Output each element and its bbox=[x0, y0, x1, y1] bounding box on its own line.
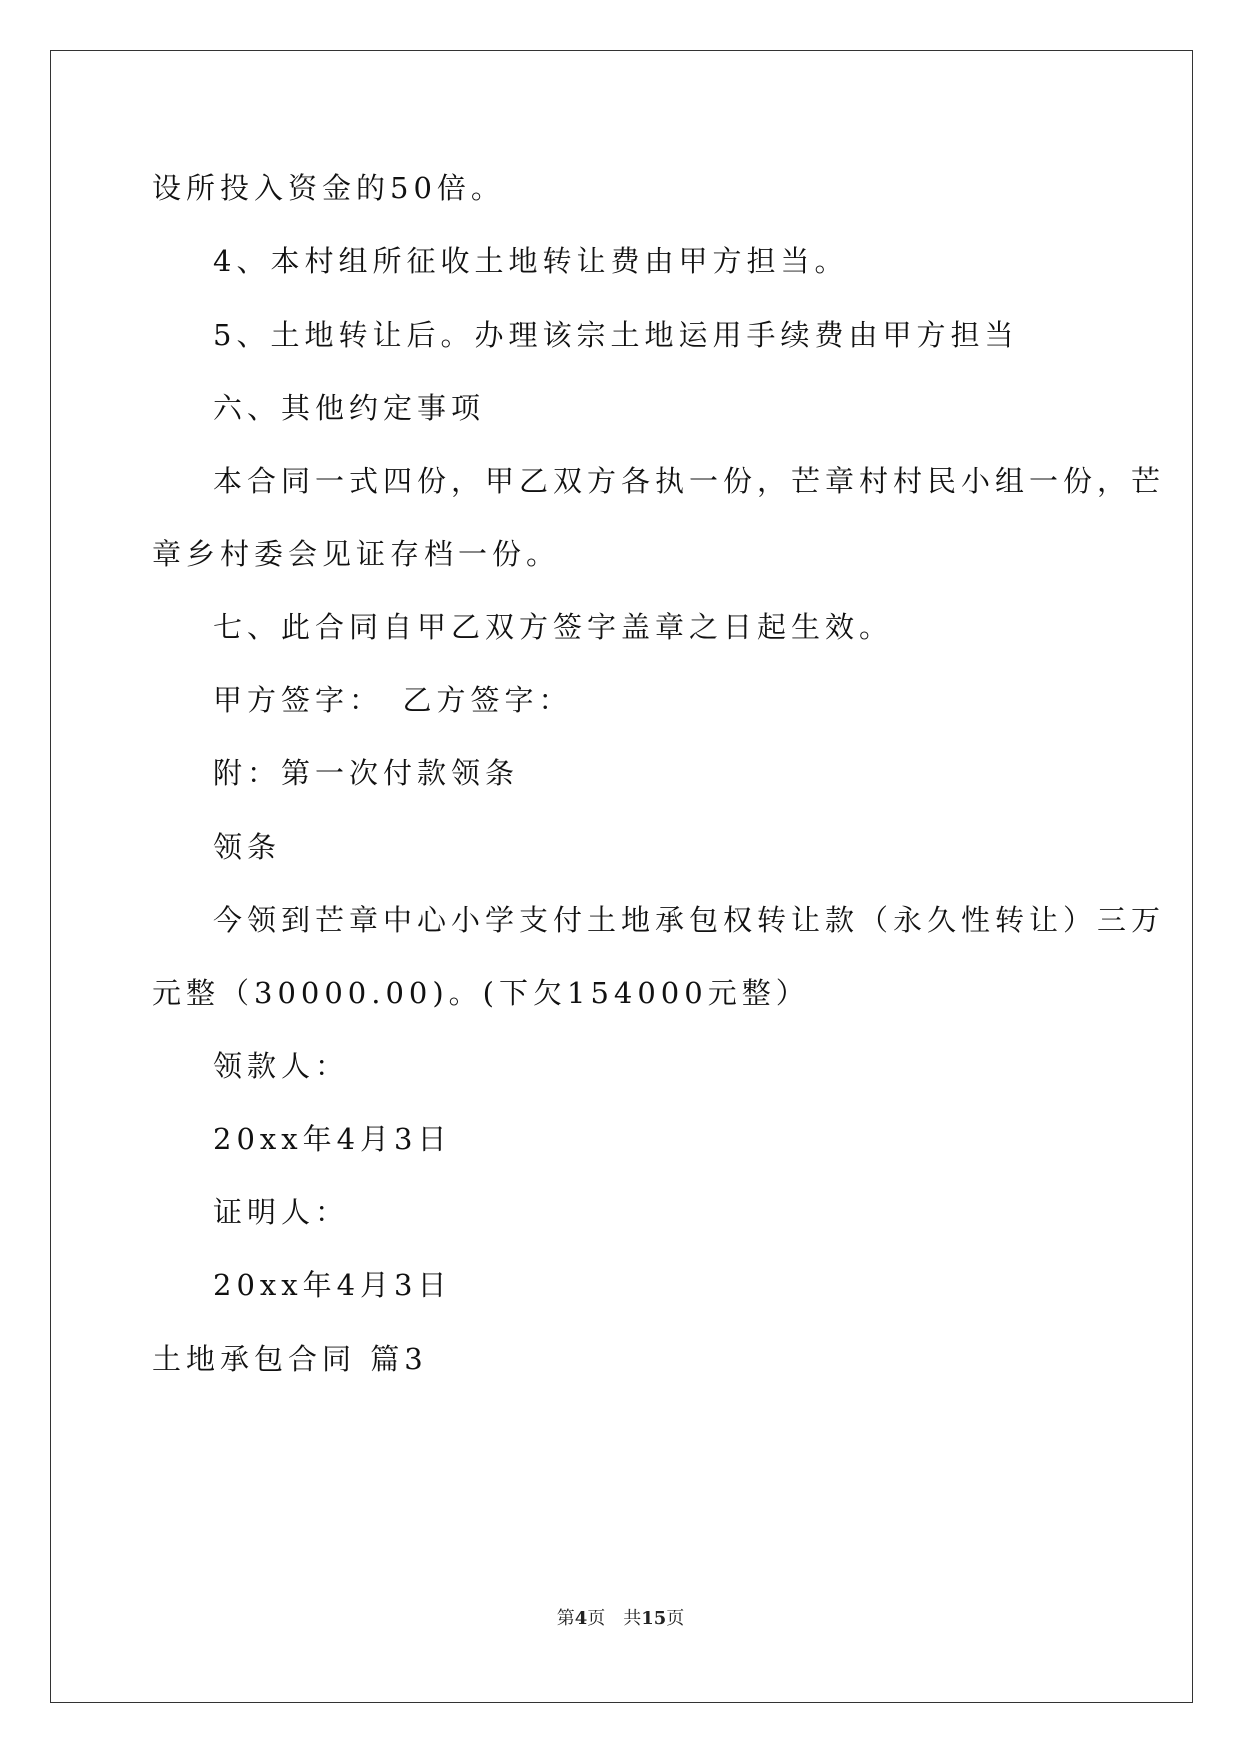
attachment-line: 附：第一次付款领条 bbox=[213, 756, 520, 790]
receipt-body-2: 元整（30000.00)。(下欠154000元整） bbox=[152, 976, 810, 1010]
section-heading-7: 七、此合同自甲乙双方签字盖章之日起生效。 bbox=[213, 610, 894, 644]
page-footer bbox=[0, 1604, 1241, 1630]
body-line-1: 设所投入资金的50倍。 bbox=[152, 171, 505, 205]
receipt-title: 领条 bbox=[213, 830, 282, 864]
section-heading-6: 六、其他约定事项 bbox=[213, 391, 486, 425]
payee-date: 20xx年4月3日 bbox=[213, 1122, 452, 1156]
footer-total-prefix: 共 bbox=[623, 1608, 642, 1629]
receipt-body-1: 今领到芒章中心小学支付土地承包权转让款（永久性转让）三万 bbox=[213, 903, 1166, 937]
footer-page-number: 4 bbox=[574, 1608, 588, 1629]
witness-date: 20xx年4月3日 bbox=[213, 1268, 452, 1302]
body-line-5: 本合同一式四份，甲乙双方各执一份，芒章村村民小组一份，芒 bbox=[213, 464, 1166, 498]
witness-label: 证明人： bbox=[213, 1195, 350, 1229]
signature-line: 甲方签字： 乙方签字： bbox=[213, 683, 573, 717]
footer-prefix: 第 bbox=[556, 1608, 575, 1629]
body-line-3: 5、土地转让后。办理该宗土地运用手续费由甲方担当 bbox=[213, 318, 1019, 352]
footer-total-suffix: 页 bbox=[666, 1608, 685, 1629]
footer-page-suffix: 页 bbox=[587, 1608, 606, 1629]
body-line-2: 4、本村组所征收土地转让费由甲方担当。 bbox=[213, 244, 849, 278]
payee-label: 领款人： bbox=[213, 1049, 350, 1083]
footer-total-pages: 15 bbox=[641, 1608, 667, 1629]
contract-heading: 土地承包合同 篇3 bbox=[152, 1342, 428, 1376]
body-line-6: 章乡村委会见证存档一份。 bbox=[152, 537, 561, 571]
page-border bbox=[50, 50, 1193, 1703]
